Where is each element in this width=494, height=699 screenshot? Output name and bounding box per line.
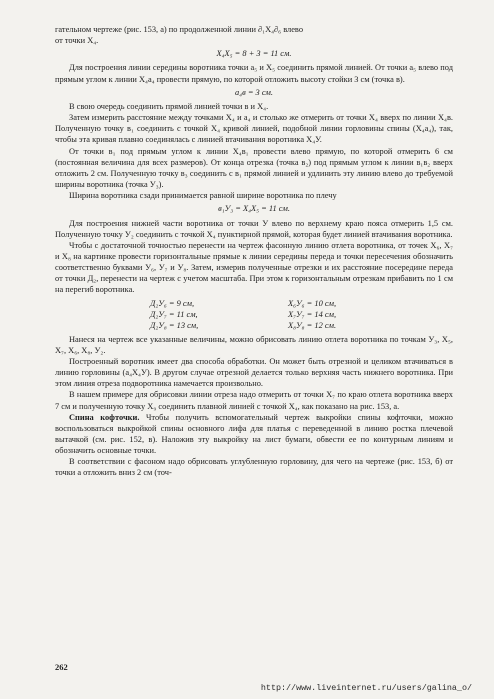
measurements-table (150, 298, 453, 331)
paragraph-text: Чтобы получить вспомогательный чертеж выкройки спины кофточки, можно воспользоваться выкройкой спины основного лифа для платья с переведенной в линию ростка плечевой вытачкой (см. рис. 152, в). Наложив эту выкройку на лист бумаги, обвести ее по контурным линиям и обозначить основные точки. (55, 412, 453, 456)
page-number: 262 (55, 662, 68, 672)
measurement: Х₆У₆ = 10 см, (288, 298, 337, 308)
paragraph: Ширина воротника сзади принимается равной ширине воротника по плечу (69, 191, 337, 201)
paragraph: Для построения линии середины воротника точки а₅ и Х₅ соединить прямой линией. От точки а₅ влево под прямым углом к линии Х₄а₄ провести прямую, по которой отложить высоту стойки 3 см (точка в). (55, 63, 453, 84)
paragraph: Затем измерить расстояние между точками Х₄ и а₄ и столько же отмерить от точки Х₄ вверх по линии Х₄в. Полученную точку в₁ соединить с точкой Х₄ кривой линией, подобной линии горловины спины (Х₄а₄), так, чтобы эта кривая плавно соединялась с линией втачивания воротника Х₄У. (55, 113, 453, 145)
paragraph: Нанеся на чертеж все указанные величины, можно обрисовать линию отлета воротника по точкам У₃, Х₅, Х₇, Х₆, Х₈, У₂. (55, 334, 453, 355)
paragraph: В соответствии с фасоном надо обрисовать углубленную горловину, для чего на чертеже (рис. 153, б) от точки а отложить вниз 2 см (точ- (55, 457, 453, 478)
page-body (55, 24, 453, 479)
paragraph: В нашем примере для обрисовки линии отреза надо отмерить от точки Х₇ по краю отлета воротника вверх 7 см и полученную точку Х₉ соединить плавной линией с точкой Х₄, как показано на рис. 153, а. (55, 390, 453, 411)
paragraph: Для построения нижней части воротника от точки У влево по верхнему краю пояса отмерить 1,5 см. Полученную точку У₂ соединить с точкой Х₄ пунктирной прямой, которая будет линией втачивания воротника. (55, 218, 453, 239)
formula: в₁У₃ = Х₄Х₅ = 11 см. (218, 204, 290, 214)
measurement: Д₂У₇ = 11 см, (150, 309, 198, 319)
paragraph: Чтобы с достаточной точностью перенести на чертеж фасонную линию отлета воротника, от точек Х₆, Х₇ и Х₈ на картинке провести горизонтальные прямые к линии середины переда и точки пересечения обозначить соответственно буквами У₆, У₇ и У₈. Затем, измерив полученные отрезки и их расстояние посередине переда от точки Д₂, перенести на чертеж с учетом масштаба. При этом к горизонтальным отрезкам прибавить по 1 см на перегиб воротника. (55, 240, 453, 295)
paragraph: От точки в₁ под прямым углом к линии Х₄в₁ провести влево прямую, по которой отмерить 6 см (постоянная величина для всех размеров). От конца отрезка (точка в₂) под прямым углом к линии в₁в₂ вверх отложить 2 см. Полученную точку в₃ соединить с в₁ прямой линией и удлинить эту линию влево до требуемой ширины воротника (точка У₃). (55, 146, 453, 190)
paragraph: Построенный воротник имеет два способа обработки. Он может быть отрезной и целиком втачиваться в линию горловины (а₄Х₄У). В другом случае отрезной делается только верхняя часть нижнего воротника. При этом линия отреза подворотника намечается произвольно. (55, 356, 453, 389)
text-line: гательном чертеже (рис. 153, а) по продолженной линии ∂₁Х₄∂₆ влево (55, 25, 304, 34)
formula: Х₄Х₅ = 8 + 3 = 11 см. (216, 49, 292, 59)
measurement: Х₈У₈ = 12 см. (288, 320, 337, 330)
paragraph: В свою очередь соединить прямой линией точки в и Х₄. (69, 101, 269, 111)
measurement: Х₇У₇ = 14 см, (288, 309, 337, 319)
section-heading: Спина кофточки. (69, 412, 140, 422)
paragraph (55, 412, 453, 457)
measurement: Д₂У₆ = 9 см, (150, 298, 195, 308)
watermark-url: http://www.liveinternet.ru/users/galina_o/ (260, 683, 472, 693)
measurement: Д₂У₈ = 13 см, (150, 320, 199, 330)
formula: а₄в = 3 см. (234, 87, 273, 97)
text-line: от точки Х₄. (55, 36, 99, 46)
